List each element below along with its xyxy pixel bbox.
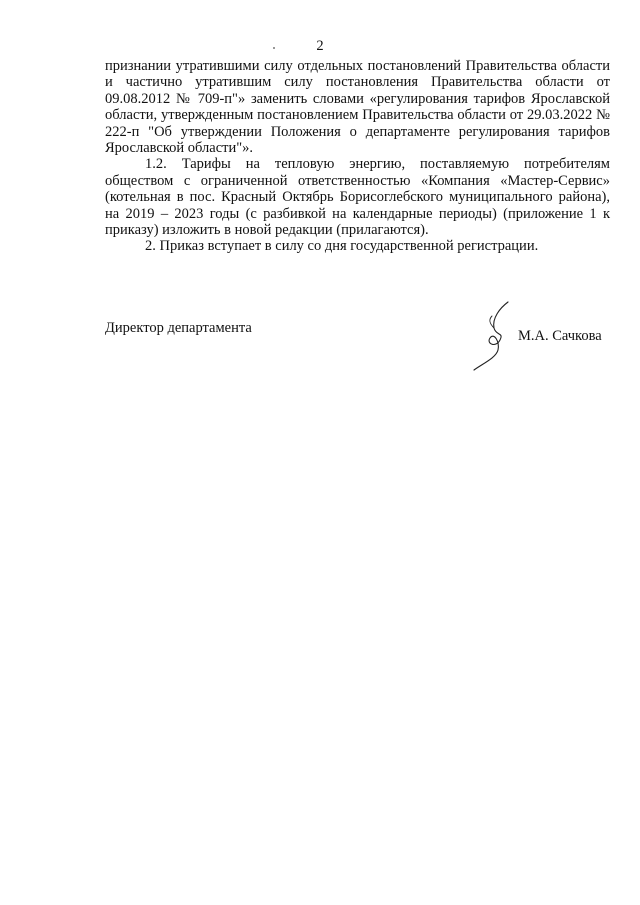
paragraph-2: 2. Приказ вступает в силу со дня государственной регистрации. — [145, 238, 539, 255]
signer-name: М.А. Сачкова — [518, 328, 602, 344]
paragraph-continuation: признании утратившими силу отдельных постановлений Правительства области и частично утратившим силу постановления Правительства области от 09.08.2012 № 709-п"» заменить словами «регулирования тарифов Ярославской области, утвержденным постановлением Правительства области от 29.03.2022 № 222-п "Об утверждении Положения о департаменте регулирования тарифов Ярославской области"». — [105, 58, 610, 157]
paragraph-1-2: 1.2. Тарифы на тепловую энергию, поставляемую потребителям обществом с ограниченной ответственностью «Компания «Мастер-Сервис» (котельная в пос. Красный Октябрь Борисоглебского муниципального района), на 2019 – 2023 годы (с разбивкой на календарные периоды) (приложение 1 к приказу) изложить в новой редакции (прилагаются). — [105, 156, 610, 239]
page-number: 2 — [316, 38, 324, 54]
position-title: Директор департамента — [105, 320, 252, 336]
document-body — [105, 58, 610, 255]
handwritten-signature-icon — [470, 298, 520, 373]
